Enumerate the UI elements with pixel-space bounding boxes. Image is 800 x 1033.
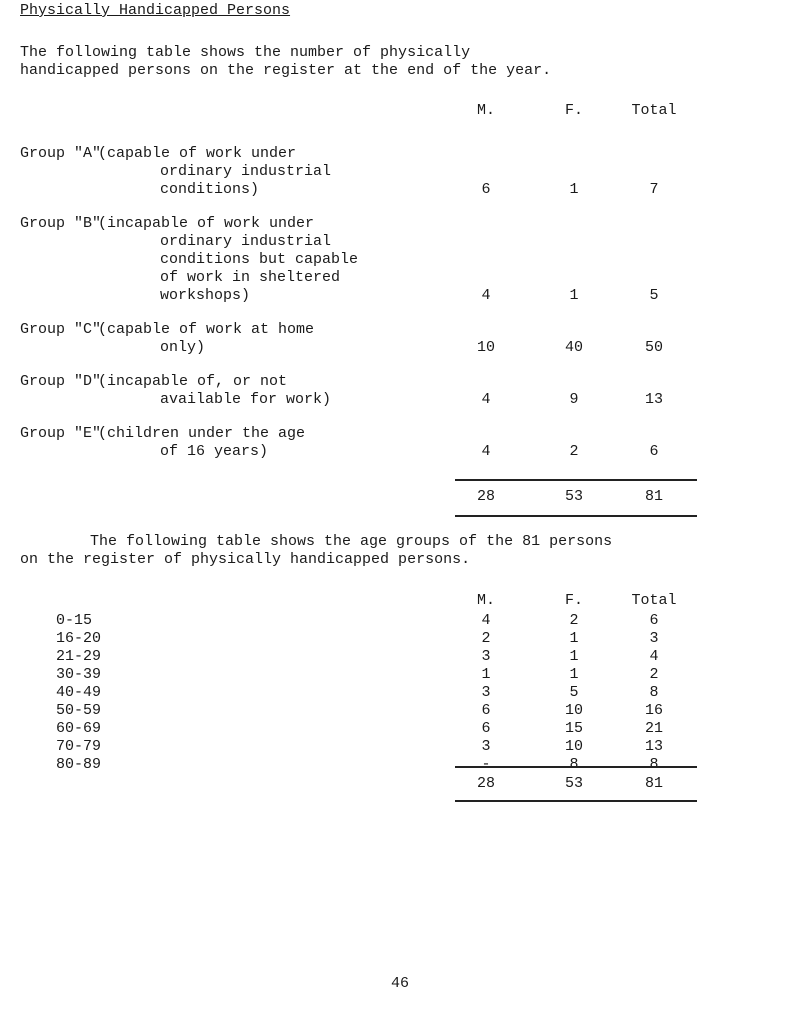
table1-total-f: 53 (564, 488, 583, 505)
age-f-value: 15 (564, 720, 583, 737)
table2-total-m: 28 (476, 775, 495, 792)
table1-intro-line: handicapped persons on the register at the end of the year. (20, 62, 552, 79)
age-f-value: 1 (569, 648, 579, 665)
age-total-value: 13 (644, 738, 663, 755)
table2-intro-line: The following table shows the age groups of the 81 persons (90, 533, 613, 550)
table2-header-total: Total (631, 592, 677, 609)
age-range: 40-49 (56, 684, 102, 701)
age-m-value: 4 (481, 612, 491, 629)
group-m-value: 4 (481, 443, 491, 460)
group-label: Group "A" (20, 145, 102, 162)
age-f-value: 5 (569, 684, 579, 701)
table2-totals-rule-bottom (455, 800, 697, 802)
group-total-value: 50 (644, 339, 663, 356)
age-range: 0-15 (56, 612, 93, 629)
table2-total-all: 81 (644, 775, 663, 792)
age-total-value: 4 (649, 648, 659, 665)
age-f-value: 10 (564, 738, 583, 755)
table1-total-m: 28 (476, 488, 495, 505)
group-description-line: (incapable of, or not (98, 373, 288, 390)
age-m-value: 6 (481, 702, 491, 719)
age-range: 60-69 (56, 720, 102, 737)
table1-header-m: M. (476, 102, 495, 119)
age-range: 50-59 (56, 702, 102, 719)
age-total-value: 3 (649, 630, 659, 647)
group-description-line: ordinary industrial (160, 163, 332, 180)
table2-intro-line: on the register of physically handicapped persons. (20, 551, 471, 568)
table2-header-m: M. (476, 592, 495, 609)
age-f-value: 1 (569, 666, 579, 683)
age-total-value: 2 (649, 666, 659, 683)
table1-totals-rule-bottom (455, 515, 697, 517)
group-description-line: workshops) (160, 287, 251, 304)
group-total-value: 5 (649, 287, 659, 304)
age-range: 21-29 (56, 648, 102, 665)
group-total-value: 6 (649, 443, 659, 460)
age-range: 70-79 (56, 738, 102, 755)
group-description-line: conditions but capable (160, 251, 359, 268)
group-description-line: (incapable of work under (98, 215, 315, 232)
group-f-value: 1 (569, 181, 579, 198)
age-m-value: 3 (481, 738, 491, 755)
group-label: Group "B" (20, 215, 102, 232)
group-label: Group "E" (20, 425, 102, 442)
page-title: Physically Handicapped Persons (20, 2, 291, 19)
group-description-line: (capable of work under (98, 145, 297, 162)
age-total-value: 8 (649, 684, 659, 701)
group-m-value: 10 (476, 339, 495, 356)
table2-total-f: 53 (564, 775, 583, 792)
group-label: Group "D" (20, 373, 102, 390)
age-total-value: 16 (644, 702, 663, 719)
table1-total-all: 81 (644, 488, 663, 505)
age-f-value: 10 (564, 702, 583, 719)
group-description-line: ordinary industrial (160, 233, 332, 250)
group-description-line: of 16 years) (160, 443, 269, 460)
table2-header-f: F. (564, 592, 583, 609)
table1-header-f: F. (564, 102, 583, 119)
group-label: Group "C" (20, 321, 102, 338)
group-description-line: (children under the age (98, 425, 306, 442)
group-m-value: 6 (481, 181, 491, 198)
age-total-value: 21 (644, 720, 663, 737)
age-f-value: 2 (569, 612, 579, 629)
page-number: 46 (390, 975, 409, 992)
group-total-value: 13 (644, 391, 663, 408)
group-m-value: 4 (481, 287, 491, 304)
age-m-value: - (481, 756, 491, 773)
age-total-value: 8 (649, 756, 659, 773)
table2-totals-rule-top (455, 766, 697, 768)
group-description-line: only) (160, 339, 206, 356)
group-description-line: conditions) (160, 181, 260, 198)
group-m-value: 4 (481, 391, 491, 408)
table1-intro-line: The following table shows the number of physically (20, 44, 471, 61)
age-f-value: 8 (569, 756, 579, 773)
table1-totals-rule-top (455, 479, 697, 481)
group-description-line: (capable of work at home (98, 321, 315, 338)
group-description-line: of work in sheltered (160, 269, 341, 286)
age-m-value: 6 (481, 720, 491, 737)
age-m-value: 1 (481, 666, 491, 683)
group-f-value: 9 (569, 391, 579, 408)
group-f-value: 40 (564, 339, 583, 356)
age-total-value: 6 (649, 612, 659, 629)
age-m-value: 3 (481, 648, 491, 665)
group-total-value: 7 (649, 181, 659, 198)
group-f-value: 1 (569, 287, 579, 304)
age-f-value: 1 (569, 630, 579, 647)
table1-header-total: Total (631, 102, 677, 119)
age-m-value: 3 (481, 684, 491, 701)
age-range: 16-20 (56, 630, 102, 647)
age-range: 30-39 (56, 666, 102, 683)
group-description-line: available for work) (160, 391, 332, 408)
age-range: 80-89 (56, 756, 102, 773)
group-f-value: 2 (569, 443, 579, 460)
age-m-value: 2 (481, 630, 491, 647)
